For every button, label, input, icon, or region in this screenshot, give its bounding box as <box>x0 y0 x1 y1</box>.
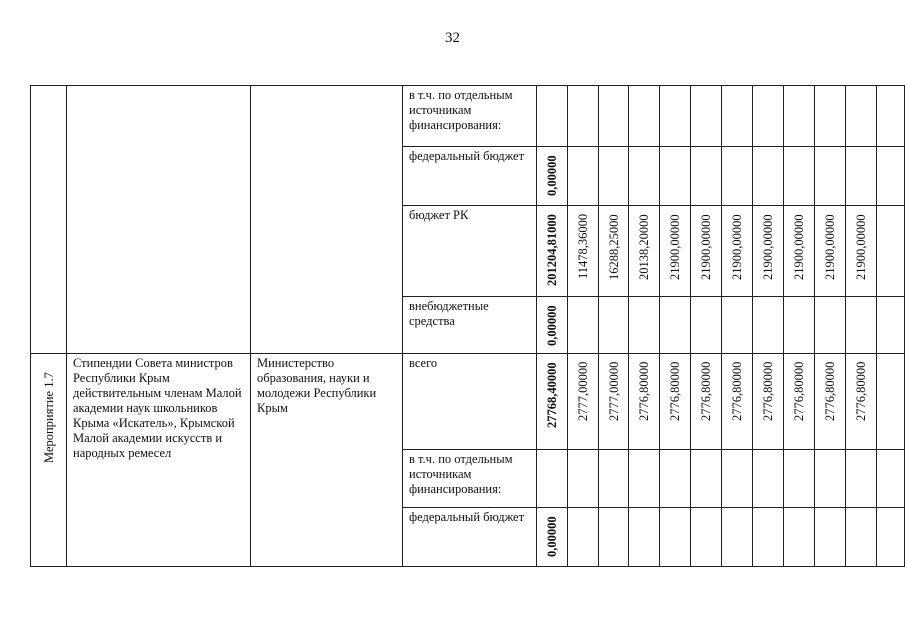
year-value-cell <box>845 353 876 449</box>
year-value: 2776,80000 <box>792 361 806 421</box>
top-id-cell <box>30 85 66 353</box>
year-value: 2776,80000 <box>730 361 744 421</box>
year-value-cell <box>814 296 845 353</box>
year-value-cell <box>752 205 783 296</box>
year-value-cell <box>598 296 628 353</box>
year-value-cell <box>876 296 905 353</box>
total-value: 27768,40000 <box>545 362 559 428</box>
year-value-cell <box>567 353 598 449</box>
total-value-cell <box>536 353 567 449</box>
event-id: Мероприятие 1.7 <box>41 372 56 463</box>
year-value-cell <box>876 507 905 566</box>
funding-source-label: внебюджетные средства <box>402 296 536 353</box>
year-value-cell <box>721 296 752 353</box>
year-value-cell <box>659 353 690 449</box>
year-value: 21900,00000 <box>823 214 837 280</box>
total-value: 201204,81000 <box>545 214 559 286</box>
year-value-cell <box>752 85 783 146</box>
year-value-cell <box>567 507 598 566</box>
page-number: 32 <box>445 30 460 46</box>
year-value-cell <box>783 449 814 507</box>
year-value: 2776,80000 <box>699 361 713 421</box>
year-value-cell <box>628 449 659 507</box>
year-value-cell <box>721 507 752 566</box>
event-id-cell <box>30 353 66 566</box>
year-value-cell <box>721 85 752 146</box>
top-executor-cell <box>250 85 402 353</box>
year-value-cell <box>876 85 905 146</box>
year-value-cell <box>845 205 876 296</box>
total-value: 0,00000 <box>545 155 559 196</box>
year-value-cell <box>567 205 598 296</box>
year-value-cell <box>783 85 814 146</box>
top-name-cell <box>66 85 250 353</box>
year-value-cell <box>659 205 690 296</box>
year-value-cell <box>690 146 721 205</box>
total-value-cell <box>536 85 567 146</box>
year-value-cell <box>690 205 721 296</box>
year-value-cell <box>659 449 690 507</box>
year-value: 21900,00000 <box>668 214 682 280</box>
year-value-cell <box>721 205 752 296</box>
year-value-cell <box>845 449 876 507</box>
year-value-cell <box>783 353 814 449</box>
year-value-cell <box>752 296 783 353</box>
year-value: 2776,80000 <box>761 361 775 421</box>
year-value-cell <box>721 353 752 449</box>
year-value-cell <box>659 146 690 205</box>
year-value-cell <box>567 146 598 205</box>
year-value-cell <box>876 205 905 296</box>
year-value-cell <box>659 507 690 566</box>
year-value-cell <box>752 146 783 205</box>
year-value: 2776,80000 <box>668 361 682 421</box>
year-value: 2776,80000 <box>854 361 868 421</box>
year-value-cell <box>598 449 628 507</box>
year-value-cell <box>598 146 628 205</box>
year-value-cell <box>845 507 876 566</box>
year-value-cell <box>876 146 905 205</box>
year-value: 2776,80000 <box>823 361 837 421</box>
year-value-cell <box>690 507 721 566</box>
year-value: 21900,00000 <box>761 214 775 280</box>
year-value-cell <box>628 353 659 449</box>
total-value-cell <box>536 296 567 353</box>
year-value: 21900,00000 <box>854 214 868 280</box>
year-value-cell <box>752 507 783 566</box>
year-value-cell <box>845 296 876 353</box>
year-value-cell <box>659 85 690 146</box>
total-value-cell <box>536 507 567 566</box>
year-value-cell <box>721 449 752 507</box>
year-value: 21900,00000 <box>792 214 806 280</box>
year-value-cell <box>598 205 628 296</box>
year-value-cell <box>567 85 598 146</box>
year-value: 21900,00000 <box>730 214 744 280</box>
event-name: Стипендии Совета министров Республики Крым действительным членам Малой академии наук школьников Крыма «Искатель», Крымской Малой академии искусств и народных ремесел <box>66 353 250 566</box>
year-value: 20138,20000 <box>637 214 651 280</box>
year-value-cell <box>783 507 814 566</box>
year-value-cell <box>783 205 814 296</box>
year-value-cell <box>783 146 814 205</box>
year-value-cell <box>783 296 814 353</box>
year-value-cell <box>814 449 845 507</box>
year-value-cell <box>814 146 845 205</box>
funding-source-label: федеральный бюджет <box>402 507 536 566</box>
year-value-cell <box>690 85 721 146</box>
year-value-cell <box>752 449 783 507</box>
year-value-cell <box>690 449 721 507</box>
year-value-cell <box>814 353 845 449</box>
year-value-cell <box>690 296 721 353</box>
year-value: 11478,36000 <box>576 213 590 279</box>
total-value: 0,00000 <box>545 305 559 346</box>
year-value-cell <box>598 353 628 449</box>
funding-source-label: в т.ч. по отдельным источникам финансирования: <box>402 85 536 146</box>
year-value-cell <box>659 296 690 353</box>
year-value-cell <box>567 296 598 353</box>
year-value: 2777,00000 <box>576 361 590 421</box>
year-value-cell <box>690 353 721 449</box>
year-value-cell <box>598 507 628 566</box>
year-value-cell <box>876 353 905 449</box>
year-value-cell <box>598 85 628 146</box>
year-value-cell <box>721 146 752 205</box>
year-value: 21900,00000 <box>699 214 713 280</box>
year-value-cell <box>845 146 876 205</box>
funding-source-label: бюджет РК <box>402 205 536 296</box>
year-value-cell <box>628 507 659 566</box>
year-value-cell <box>752 353 783 449</box>
funding-source-label: федеральный бюджет <box>402 146 536 205</box>
year-value-cell <box>567 449 598 507</box>
year-value-cell <box>628 85 659 146</box>
year-value-cell <box>628 205 659 296</box>
year-value-cell <box>876 449 905 507</box>
funding-source-label: всего <box>402 353 536 449</box>
year-value-cell <box>814 507 845 566</box>
year-value: 2777,00000 <box>606 361 621 421</box>
year-value-cell <box>814 205 845 296</box>
year-value-cell <box>628 296 659 353</box>
event-executor: Министерство образования, науки и молодежи Республики Крым <box>250 353 402 566</box>
funding-source-label: в т.ч. по отдельным источникам финансирования: <box>402 449 536 507</box>
year-value-cell <box>814 85 845 146</box>
year-value: 2776,80000 <box>637 361 651 421</box>
year-value-cell <box>845 85 876 146</box>
total-value: 0,00000 <box>545 516 559 557</box>
year-value: 16288,25000 <box>606 214 621 280</box>
total-value-cell <box>536 146 567 205</box>
total-value-cell <box>536 205 567 296</box>
total-value-cell <box>536 449 567 507</box>
year-value-cell <box>628 146 659 205</box>
